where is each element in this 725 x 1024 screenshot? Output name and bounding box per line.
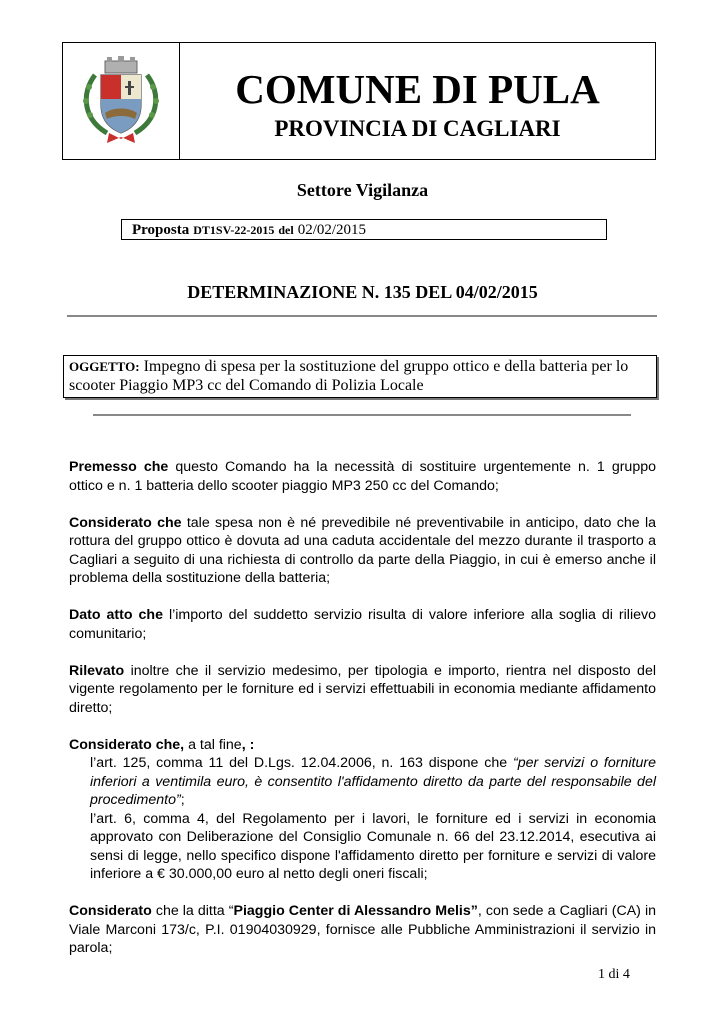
- paragraph-text: , con sede a Cagliari (CA) in Viale Marconi 173/c, P.I. 01904030929, fornisce alle Pubbliche Amministrazioni il servizio in parola;: [69, 903, 656, 956]
- divider: [93, 414, 631, 416]
- header-box: [62, 42, 656, 160]
- paragraph-text: a tal fine: [188, 736, 242, 753]
- paragraph-text: inoltre che il servizio medesimo, per tipologia e importo, rientra nel disposto del vigente regolamento per le forniture ed i servizi effettuabili in economia mediante affidamento diretto;: [69, 662, 656, 716]
- list-item-text: l’art. 6, comma 4, del Regolamento per i lavori, le forniture ed i servizi in economia approvato con Deliberazione del Consiglio Comunale n. 66 del 23.12.2014, esecutiva ai sensi di legge, nello specifico dispone l'affidamento diretto per forniture e servizi di valore inferiore a € 30.000,00 euro al netto degli oneri fiscali;: [90, 810, 656, 882]
- settore-heading: Settore Vigilanza: [296, 180, 429, 200]
- company-name: Piaggio Center di Alessandro Melis”: [233, 903, 478, 919]
- coat-of-arms-icon: [73, 53, 169, 149]
- paragraph-lead: Premesso che: [69, 459, 169, 475]
- paragraph-text: tale spesa non è né prevedibile né preventivabile in anticipo, dato che la rottura del gruppo ottico è dovuta ad una caduta accidentale del mezzo durante il trasporto a Cagliari a seguito di una richiesta di controllo da parte della Piaggio, in cui è emerso anche il problema della sostituzione della batteria;: [69, 514, 656, 586]
- paragraph-lead: Considerato che,: [69, 736, 185, 753]
- proposta-box: [121, 219, 607, 240]
- paragraph-considerato-1: [69, 514, 656, 588]
- proposta-date: 02/02/2015: [297, 222, 367, 238]
- paragraph-lead: Rilevato: [69, 662, 125, 679]
- oggetto-label: OGGETTO:: [69, 359, 140, 374]
- paragraph-text: che la ditta “: [155, 903, 234, 919]
- page-number: 1 di 4: [598, 967, 630, 982]
- logo-cell: [63, 43, 180, 159]
- paragraph-lead: Considerato che: [69, 514, 182, 531]
- paragraph-lead: Considerato: [69, 903, 152, 919]
- paragraph-considerato-3: [69, 902, 656, 958]
- list-item-end: ;: [180, 792, 185, 808]
- comune-title: COMUNE DI PULA: [235, 66, 600, 112]
- paragraph-lead: Dato atto che: [69, 607, 163, 623]
- provincia-title: PROVINCIA DI CAGLIARI: [274, 116, 561, 141]
- paragraph-premesso: [69, 458, 656, 495]
- list-item-text: l’art. 125, comma 11 del D.Lgs. 12.04.2006, n. 163 dispone che: [90, 755, 508, 771]
- list-item-quote: “per servizi o forniture inferiori a ventimila euro, è consentito l'affidamento diretto da parte del responsabile del procedimento”: [90, 755, 656, 808]
- proposta-del: del: [278, 223, 294, 237]
- proposta-label: Proposta: [132, 222, 190, 238]
- paragraph-rilevato: [69, 662, 656, 718]
- divider: [67, 315, 657, 317]
- paragraph-dato-atto: [69, 606, 656, 643]
- oggetto-text: Impegno di spesa per la sostituzione del gruppo ottico e della batteria per lo scooter Piaggio MP3 cc del Comando di Polizia Locale: [69, 358, 629, 394]
- body-text: [69, 458, 656, 976]
- list-item: [69, 810, 656, 884]
- list-item: [69, 754, 656, 810]
- paragraph-considerato-2: [69, 736, 656, 755]
- determinazione-heading: DETERMINAZIONE N. 135 DEL 04/02/2015: [187, 282, 538, 302]
- proposta-code: DT1SV-22-2015: [193, 223, 275, 237]
- oggetto-box: [63, 355, 657, 398]
- paragraph-text: l’importo del suddetto servizio risulta di valore inferiore alla soglia di rilievo comunitario;: [69, 607, 656, 642]
- paragraph-text: questo Comando ha la necessità di sostituire urgentemente n. 1 gruppo ottico e n. 1 batteria dello scooter piaggio MP3 250 cc del Comando;: [69, 459, 656, 494]
- paragraph-punct: , :: [241, 736, 255, 753]
